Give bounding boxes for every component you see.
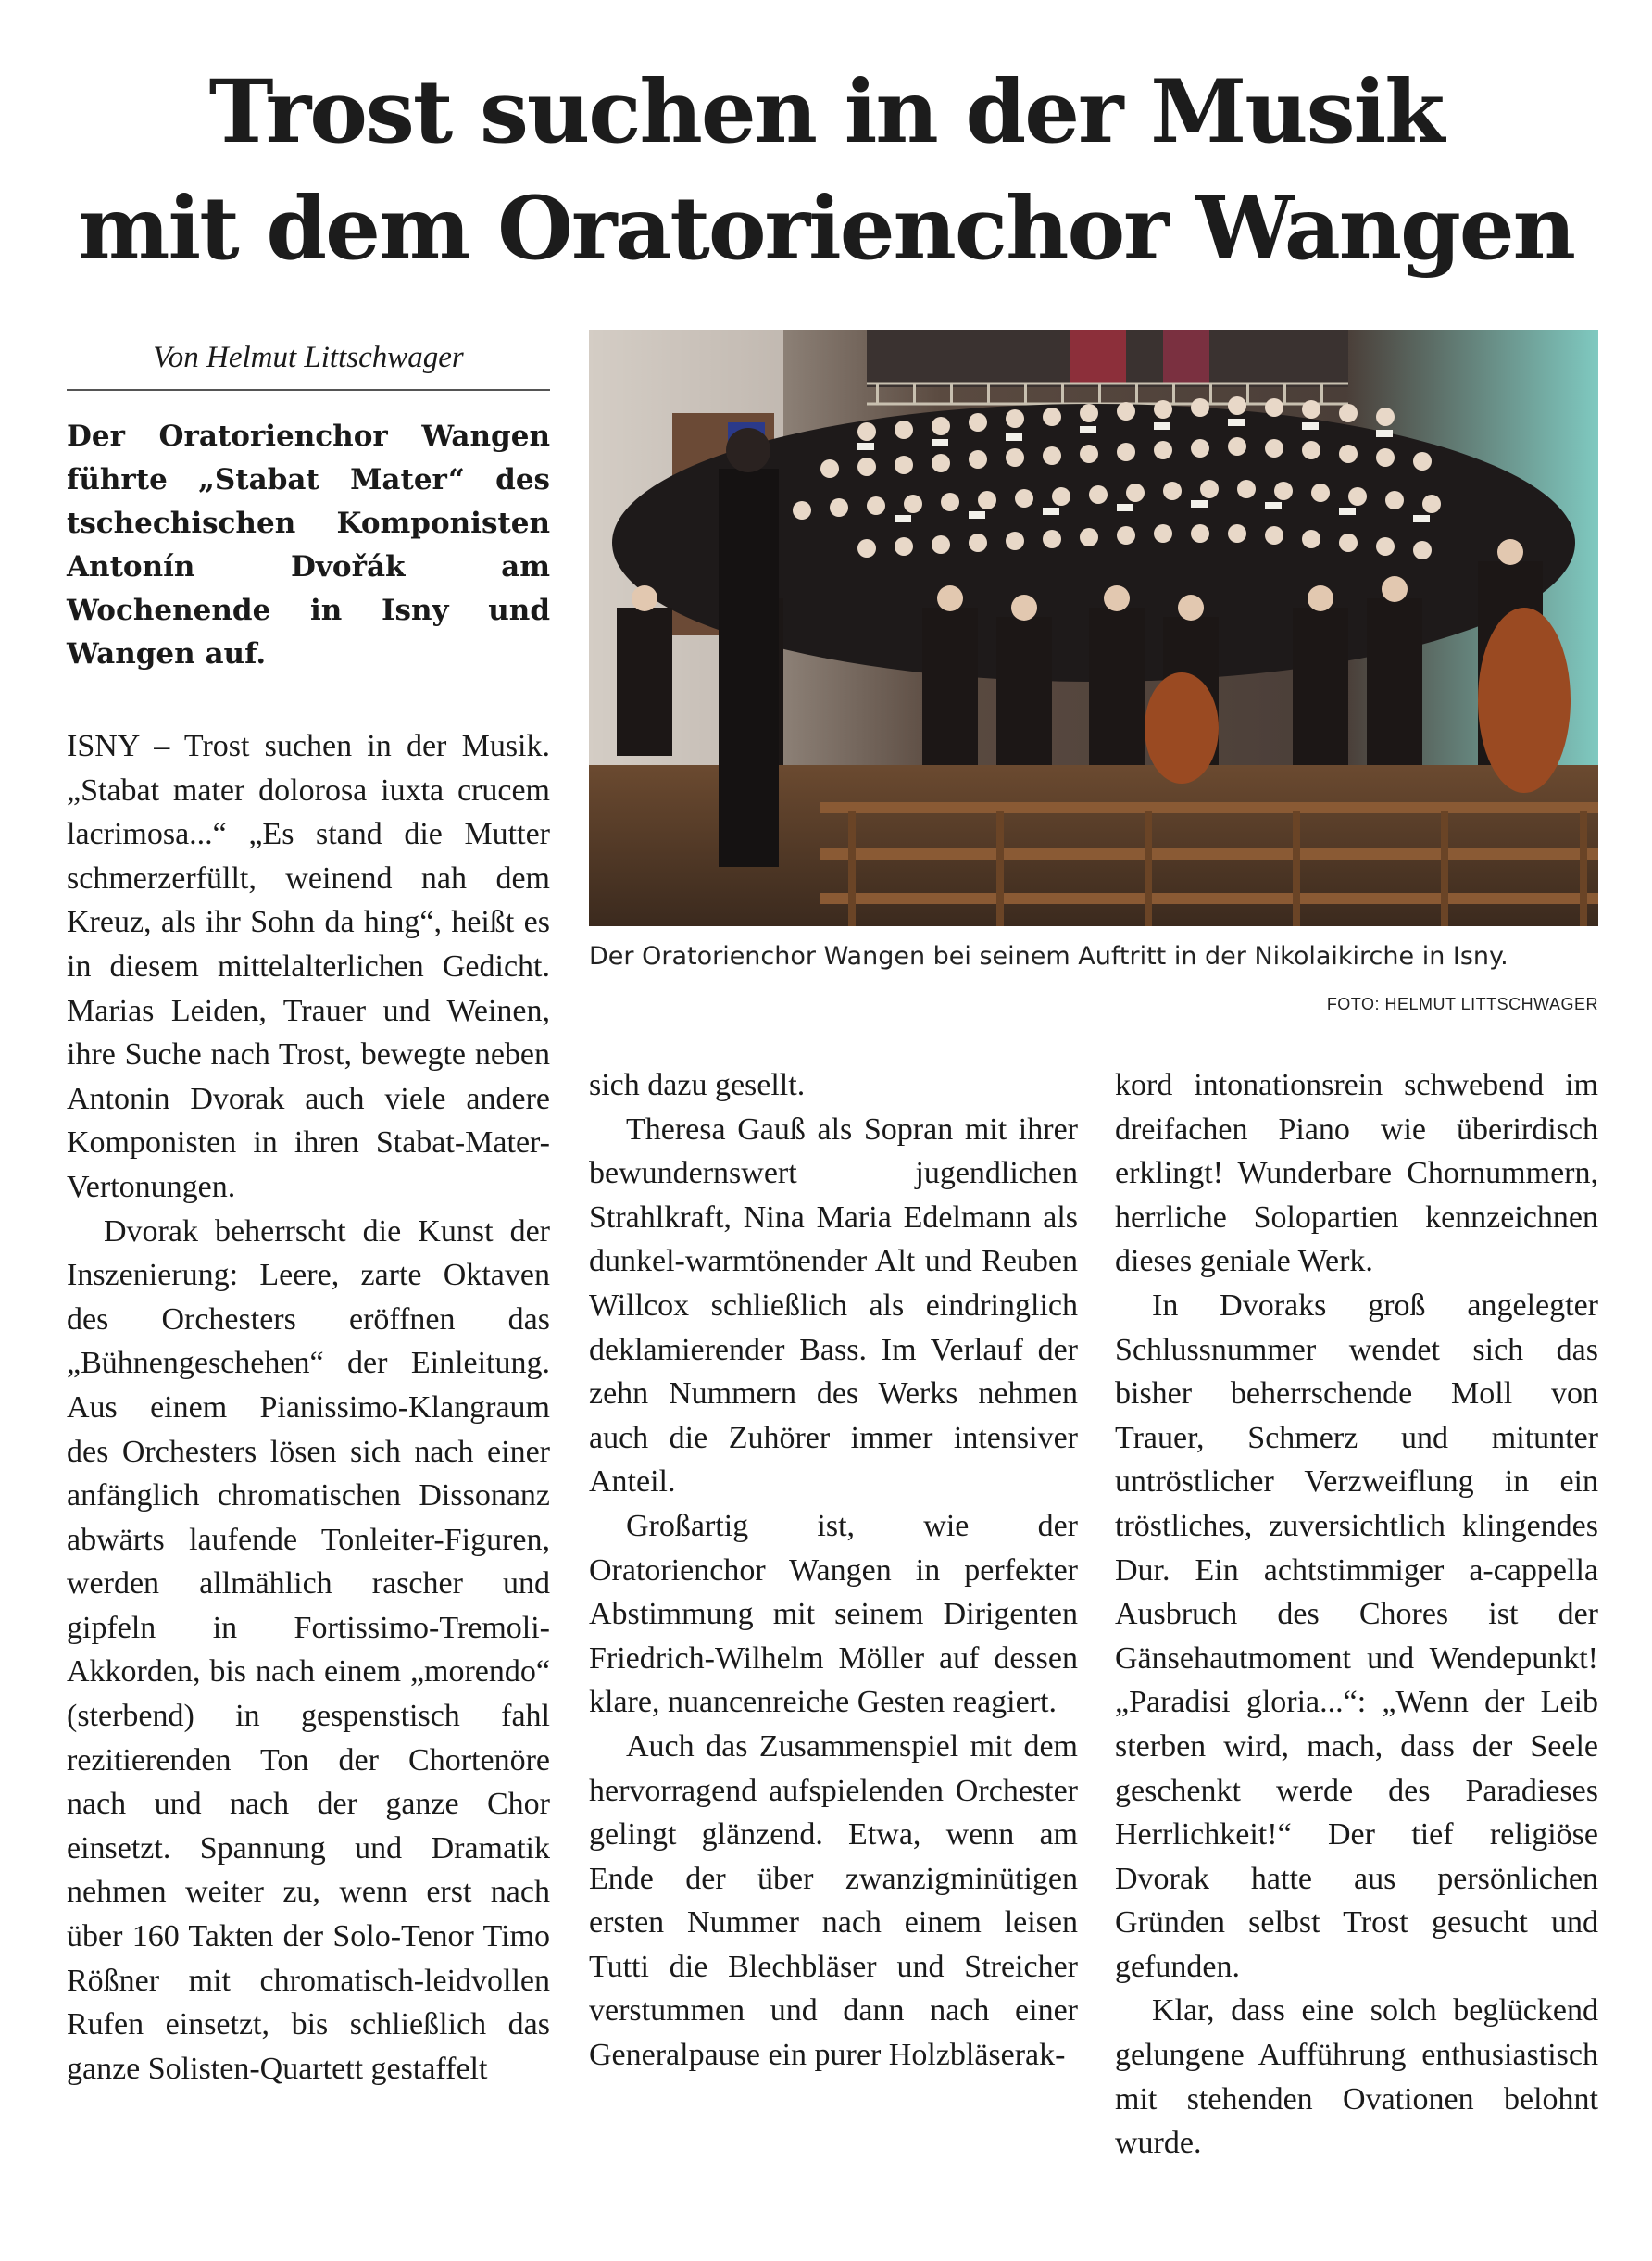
body-paragraph: kord intonationsrein schwebend im dreifachen Piano wie überirdisch erklingt! Wunderbare Chornummern, herrliche Solopartien kennzeichnen dieses geniale Werk. <box>1115 1068 1598 1279</box>
body-paragraph: Dvorak beherrscht die Kunst der Inszenierung: Leere, zarte Oktaven des Orchesters eröffnen das „Bühnengeschehen“ der Einleitung. Aus einem Pianissimo-Klangraum des Orchesters lösen sich nach einer anfänglich chromatischen Dissonanz abwärts laufende Tonleiter-Figuren, werden allmählich rascher und gipfeln in Fortissimo-Tremoli-Akkorden, bis nach einem „morendo“ (sterbend) in gespenstisch fahl rezitierenden Ton der Chortenöre nach und nach der ganze Chor einsetzt. Spannung und Dramatik nehmen weiter zu, wenn erst nach über 160 Takten der Solo-Tenor Timo Rößner mit chromatisch-leidvollen Rufen einsetzt, bis schließlich das ganze Solisten-Quartett gestaffelt <box>67 1213 550 2086</box>
concert-photo <box>589 330 1598 926</box>
body-paragraph: Auch das Zusammenspiel mit dem hervorragend aufspielenden Orchester gelingt glänzend. Etwa, wenn am Ende der über zwanzigminütigen ersten Nummer nach einem leisen Tutti die Blechbläser und Streicher verstummen und dann nach einer Generalpause ein purer Holzbläserak- <box>589 1728 1078 2073</box>
photo-credit: FOTO: HELMUT LITTSCHWAGER <box>1326 995 1598 1013</box>
article-column-1 <box>67 724 550 2091</box>
article-headline <box>0 54 1652 287</box>
photo-caption: Der Oratorienchor Wangen bei seinem Auftritt in der Nikolaikirche in Isny. <box>589 942 1508 971</box>
article-column-2 <box>589 1063 1078 2078</box>
body-paragraph: sich dazu gesellt. <box>589 1068 806 1102</box>
body-paragraph: Klar, dass eine solch beglückend gelungene Aufführung enthusiastisch mit stehenden Ovationen belohnt wurde. <box>1115 1993 1598 2161</box>
headline-line-2: mit dem Oratorienchor Wangen <box>78 178 1574 280</box>
body-paragraph: Theresa Gauß als Sopran mit ihrer bewundernswert jugendlichen Strahlkraft, Nina Maria Edelmann als dunkel-warmtönender Alt und Reuben Willcox schließlich als eindringlich deklamierender Bass. Im Verlauf der zehn Nummern des Werks nehmen auch die Zuhörer immer intensiver Anteil. <box>589 1112 1078 1500</box>
byline: Von Helmut Littschwager <box>153 341 464 374</box>
lead-paragraph: Der Oratorienchor Wangen führte „Stabat Mater“ des tschechischen Komponisten Antonín Dvořák am Wochenende in Isny und Wangen auf. <box>67 420 550 671</box>
headline-line-1: Trost suchen in der Musik <box>208 61 1444 163</box>
body-paragraph: In Dvoraks groß angelegter Schlussnummer wendet sich das bisher beherrschende Moll von Trauer, Schmerz und mitunter untröstlicher Verzweiflung in ein tröstliches, zuversichtlich klingendes Dur. Ein achtstimmiger a-cappella Ausbruch des Chores ist der Gänsehautmoment und Wendepunkt! „Paradisi gloria...“: „Wenn der Leib sterben wird, mach, dass der Seele geschenkt werde des Paradieses Herrlichkeit!“ Der tief religiöse Dvorak hatte aus persönlichen Gründen selbst Trost gesucht und gefunden. <box>1115 1288 1598 1984</box>
choir-orchestra-illustration <box>589 330 1598 926</box>
body-paragraph: Großartig ist, wie der Oratorienchor Wangen in perfekter Abstimmung mit seinem Dirigenten Friedrich-Wilhelm Möller auf dessen klare, nuancenreiche Gesten reagiert. <box>589 1508 1078 1720</box>
article-column-3 <box>1115 1063 1598 2166</box>
body-paragraph: ISNY – Trost suchen in der Musik. „Stabat mater dolorosa iuxta crucem lacrimosa...“ „Es stand die Mutter schmerzerfüllt, weinend nah dem Kreuz, als ihr Sohn da hing“, heißt es in diesem mittelalterlichen Gedicht. Marias Leiden, Trauer und Weinen, ihre Suche nach Trost, bewegte neben Antonin Dvorak auch viele andere Komponisten in ihren Stabat-Mater-Vertonungen. <box>67 729 550 1204</box>
byline-divider <box>67 389 550 391</box>
